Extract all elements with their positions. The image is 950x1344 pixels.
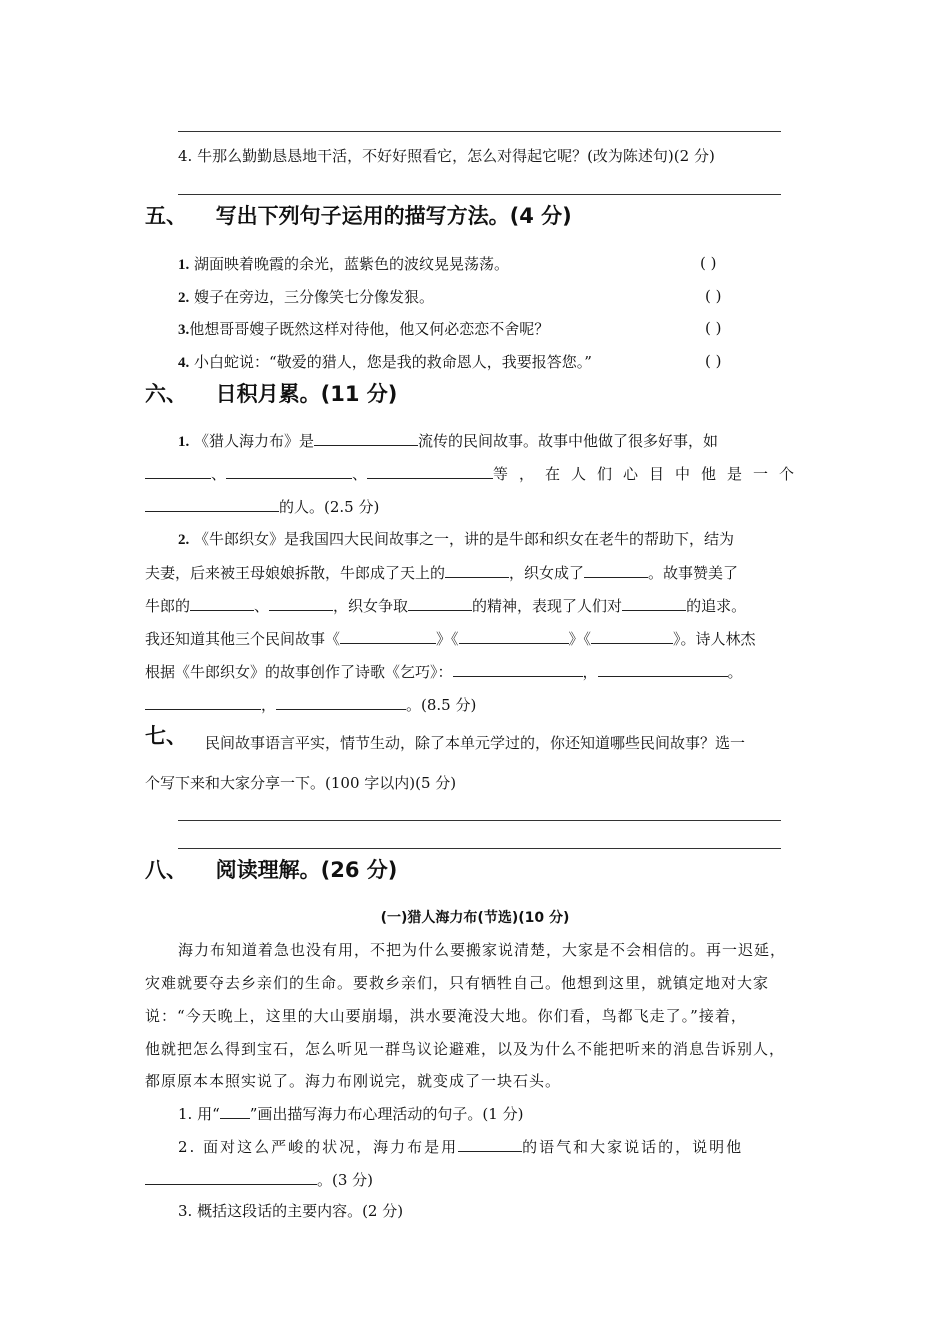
- section-number: 六、: [145, 382, 187, 406]
- section-8-heading: [145, 856, 397, 884]
- blank[interactable]: [269, 595, 333, 611]
- section-title: 写出下列句子运用的描写方法。(4 分): [215, 204, 572, 228]
- blank[interactable]: [145, 694, 261, 710]
- passage-line: 都原原本本照实说了。海力布刚说完，就变成了一块石头。: [145, 1072, 562, 1090]
- question-5-3: 3.他想哥哥嫂子既然这样对待他，他又何必恋恋不舍呢？: [178, 320, 550, 338]
- blank[interactable]: [276, 694, 406, 710]
- passage-line: 他就把怎么得到宝石，怎么听见一群鸟议论避难，以及为什么不能把听来的消息告诉别人，: [145, 1040, 786, 1058]
- answer-paren[interactable]: ( ): [705, 319, 722, 337]
- blank[interactable]: [591, 628, 673, 644]
- answer-paren[interactable]: ( ): [705, 352, 722, 370]
- blank[interactable]: [453, 661, 583, 677]
- question-6-1-line2: 、 、 等，在人们心目中他是一个: [145, 463, 805, 484]
- answer-line[interactable]: [178, 848, 781, 849]
- answer-paren[interactable]: ( ): [705, 287, 722, 305]
- answer-line: [178, 131, 781, 132]
- answer-line: [178, 194, 781, 195]
- passage-line: 灾难就要夺去乡亲们的生命。要救乡亲们，只有牺牲自己。他想到这里，就镇定地对大家: [145, 974, 770, 992]
- blank[interactable]: [459, 628, 569, 644]
- question-5-2: 2. 嫂子在旁边，三分像笑七分像发狠。: [178, 288, 435, 306]
- question-5-1: 1. 湖面映着晚霞的余光，蓝紫色的波纹晃晃荡荡。: [178, 255, 510, 273]
- blank[interactable]: [458, 1136, 522, 1152]
- blank[interactable]: [226, 463, 352, 479]
- question-6-1-line1: 1. 《猎人海力布》是 流传的民间故事。故事中他做了很多好事，如: [178, 432, 719, 450]
- question-8-3: 3. 概括这段话的主要内容。(2 分): [178, 1202, 404, 1220]
- question-6-1-line3: 的人。(2.5 分): [145, 496, 379, 517]
- section-5-heading: [145, 202, 572, 230]
- section-7-text-line2: 个写下来和大家分享一下。(100 字以内)(5 分): [145, 774, 457, 792]
- section-title: 阅读理解。(26 分): [215, 858, 398, 882]
- blank[interactable]: [340, 628, 436, 644]
- blank[interactable]: [190, 595, 254, 611]
- passage-line: 说：“今天晚上，这里的大山要崩塌，洪水要淹没大地。你们看，鸟都飞走了。”接着，: [145, 1007, 747, 1025]
- blank[interactable]: [145, 1169, 317, 1185]
- answer-paren[interactable]: ( ): [700, 254, 717, 272]
- question-8-2-line1: 2. 面对这么严峻的状况，海力布是用 的语气和大家说话的，说明他: [178, 1138, 744, 1156]
- blank[interactable]: [145, 463, 211, 479]
- question-4-4: 4. 牛那么勤勤恳恳地干活，不好好照看它，怎么对得起它呢？(改为陈述句)(2 分): [178, 147, 715, 165]
- section-number: 八、: [145, 858, 187, 882]
- blank[interactable]: [314, 430, 418, 446]
- section-7-heading: 七、: [145, 724, 187, 748]
- blank[interactable]: [408, 595, 472, 611]
- question-8-1: 1. 用“ ”画出描写海力布心理活动的句子。(1 分): [178, 1105, 524, 1123]
- question-6-2-line5: 根据《牛郎织女》的故事创作了诗歌《乞巧》： ， 。: [145, 663, 743, 681]
- blank[interactable]: [445, 562, 509, 578]
- answer-line[interactable]: [178, 820, 781, 821]
- question-6-2-line2: 夫妻，后来被王母娘娘拆散，牛郎成了天上的 ，织女成了 。故事赞美了: [145, 564, 739, 582]
- section-6-heading: [145, 380, 397, 408]
- passage-line: 海力布知道着急也没有用，不把为什么要搬家说清楚，大家是不会相信的。再一迟延，: [178, 941, 787, 959]
- blank[interactable]: [598, 661, 728, 677]
- blank[interactable]: [220, 1103, 250, 1119]
- blank[interactable]: [367, 463, 493, 479]
- reading-subtitle: (一)猎人海力布(节选)(10 分): [380, 910, 570, 926]
- blank[interactable]: [584, 562, 648, 578]
- question-6-2-line3: 牛郎的 、 ，织女争取 的精神，表现了人们对 的追求。: [145, 597, 747, 615]
- section-title: 日积月累。(11 分): [215, 382, 398, 406]
- question-8-2-line2: 。(3 分): [145, 1169, 373, 1190]
- blank[interactable]: [145, 496, 279, 512]
- section-7-text-line1: 民间故事语言平实，情节生动，除了本单元学过的，你还知道哪些民间故事？选一: [205, 734, 746, 752]
- question-5-4: 4. 小白蛇说：“敬爱的猎人，您是我的救命恩人，我要报答您。”: [178, 353, 592, 371]
- question-6-2-line6: ， 。(8.5 分): [145, 694, 476, 715]
- question-6-2-line1: 2. 《牛郎织女》是我国四大民间故事之一，讲的是牛郎和织女在老牛的帮助下，结为: [178, 530, 735, 548]
- question-6-2-line4: 我还知道其他三个民间故事《 》《 》《 》。诗人林杰: [145, 630, 756, 648]
- blank[interactable]: [622, 595, 686, 611]
- section-number: 五、: [145, 204, 187, 228]
